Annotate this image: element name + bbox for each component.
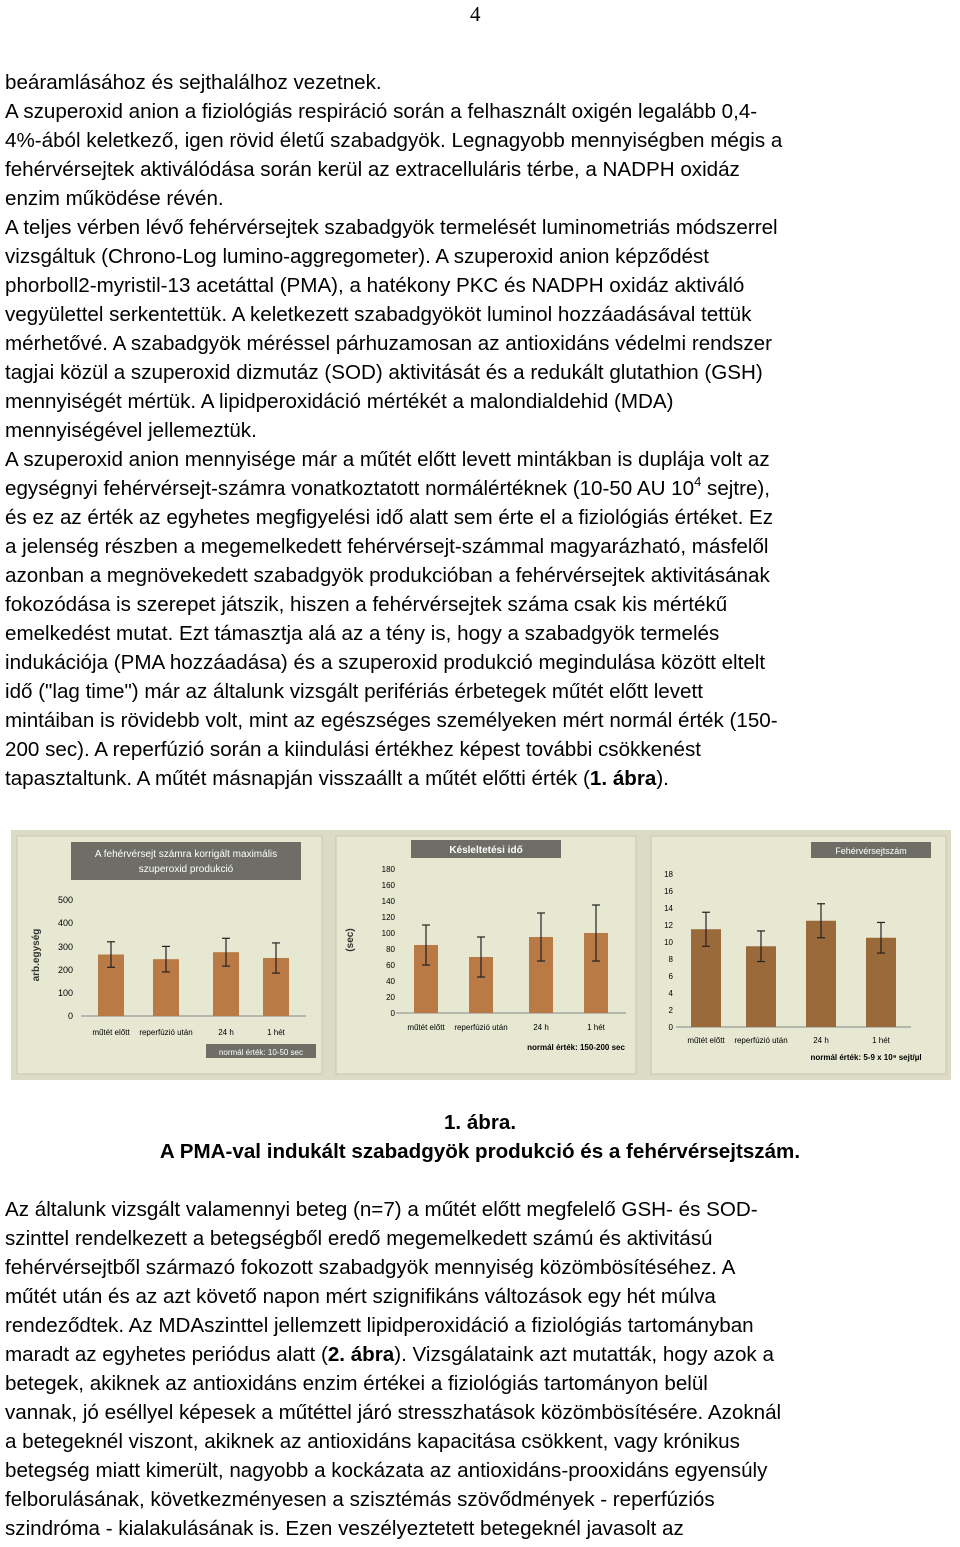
panel-wbc-count [651, 836, 946, 1074]
x-tick: 24 h [218, 1028, 234, 1037]
normal-value-note: normál érték: 5-9 x 10⁹ sejt/µl [810, 1053, 922, 1062]
y-tick: 100 [57, 988, 73, 998]
y-tick: 500 [57, 895, 73, 905]
y-tick: 0 [67, 1011, 73, 1021]
text-fragment: ). [656, 767, 669, 790]
x-tick: műtét előtt [407, 1023, 445, 1032]
text-fragment: ). Vizsgálataink azt mutatták, hogy azok a [394, 1343, 774, 1366]
y-tick: 14 [664, 904, 673, 913]
superscript: 4 [694, 474, 702, 490]
text-line: fehérvérsejtből származó fokozott szabadgyök mennyiség közömbösítéséhez. A [5, 1256, 736, 1279]
text-line: fokozódása is szerepet játszik, hiszen a fehérvérsejtek száma csak kis mértékű [5, 593, 728, 616]
y-axis-label: (sec) [345, 928, 356, 952]
x-tick: műtét előtt [92, 1028, 130, 1037]
figure-1-image [11, 830, 951, 1080]
x-tick: 1 hét [872, 1036, 890, 1045]
text-fragment: egységnyi fehérvérsejt-számra vonatkoztatott normálértéknek (10-50 AU 10 [5, 477, 695, 500]
text-line: enzim működése révén. [5, 187, 224, 210]
y-tick: 6 [668, 972, 673, 981]
y-tick: 12 [664, 921, 673, 930]
page-number: 4 [470, 2, 481, 26]
y-tick: 60 [386, 961, 395, 970]
text-line [5, 1340, 960, 1369]
normal-value-note: normál érték: 10-50 sec [218, 1048, 304, 1057]
figure-reference: 2. ábra [327, 1343, 395, 1366]
text-line: és ez az érték az egyhetes megfigyelési idő alatt sem érte el a fiziológiás értéket. Ez [5, 506, 774, 529]
text-line: szindróma - kialakulásának is. Ezen veszélyeztetett betegeknél javasolt az [5, 1517, 684, 1540]
y-tick: 2 [668, 1006, 673, 1015]
y-tick: 120 [381, 913, 395, 922]
y-tick: 16 [664, 887, 673, 896]
x-tick: reperfúzió után [454, 1023, 508, 1032]
x-tick: 1 hét [587, 1023, 605, 1032]
text-line: tagjai közül a szuperoxid dizmutáz (SOD) aktivitását és a redukált glutathion (GSH) [5, 361, 763, 384]
body-text-upper [5, 68, 960, 793]
y-tick: 0 [390, 1009, 395, 1018]
y-tick: 20 [386, 993, 395, 1002]
text-line: idő ("lag time") már az általunk vizsgált perifériás érbetegek műtét előtt levett [5, 680, 703, 703]
x-tick: reperfúzió után [734, 1036, 788, 1045]
text-line [5, 474, 960, 503]
text-line: a betegeknél viszont, akiknek az antioxidáns kapacitása csökkent, vagy krónikus [5, 1430, 740, 1453]
figure-caption-number: 1. ábra. [443, 1111, 517, 1134]
y-tick: 160 [381, 881, 395, 890]
y-tick: 200 [57, 965, 73, 975]
panel-title: A fehérvérsejt számra korrigált maximális [94, 849, 278, 860]
y-tick: 300 [57, 942, 73, 952]
text-line: azonban a megnövekedett szabadgyök produkcióban a fehérvérsejtek aktivitásának [5, 564, 770, 587]
text-line: a jelenség részben a megemelkedett fehérvérsejt-számmal magyarázható, másfelől [5, 535, 769, 558]
y-tick: 0 [668, 1023, 673, 1032]
text-line: mennyiségével jellemeztük. [5, 419, 257, 442]
y-tick: 10 [664, 938, 673, 947]
panel-title: Késleltetési idő [449, 845, 523, 856]
x-tick: 1 hét [267, 1028, 285, 1037]
text-line [5, 764, 960, 793]
text-line: indukációja (PMA hozzáadása) és a szuperoxid produkció megindulása között eltelt [5, 651, 766, 674]
text-fragment: tapasztaltunk. A műtét másnapján visszaállt a műtét előtti érték ( [5, 767, 590, 790]
text-line: felborulásának, következményesen a szisztémás szövődmények - reperfúziós [5, 1488, 715, 1511]
text-line: 200 sec). A reperfúzió során a kiindulási értékhez képest további csökkenést [5, 738, 702, 761]
normal-value-note: normál érték: 150-200 sec [527, 1043, 625, 1052]
x-tick: műtét előtt [687, 1036, 725, 1045]
text-line: fehérvérsejtek aktiválódása során kerül az extracelluláris térbe, a NADPH oxidáz [5, 158, 740, 181]
y-tick: 8 [668, 955, 673, 964]
panel-title: Fehérvérsejtszám [835, 846, 907, 856]
panel-lag-time [336, 836, 636, 1074]
text-line: A szuperoxid anion a fiziológiás respiráció során a felhasznált oxigén legalább 0,4- [5, 100, 758, 123]
text-line: mintáiban is rövidebb volt, mint az egészséges személyeken mért normál érték (150- [5, 709, 778, 732]
panel-title: szuperoxid produkció [138, 864, 234, 875]
text-fragment: maradt az egyhetes periódus alatt ( [5, 1343, 328, 1366]
text-line: vegyülettel serkentettük. A keletkezett szabadgyököt luminol hozzáadásával tettük [5, 303, 752, 326]
x-tick: 24 h [813, 1036, 829, 1045]
y-tick: 4 [668, 989, 673, 998]
text-line: 4%-ából keletkező, igen rövid életű szabadgyök. Legnagyobb mennyiségben mégis a [5, 129, 783, 152]
text-line: mérhetővé. A szabadgyök méréssel párhuzamosan az antioxidáns védelmi rendszer [5, 332, 772, 355]
y-tick: 180 [381, 865, 395, 874]
y-tick: 100 [381, 929, 395, 938]
figure-reference: 1. ábra [589, 767, 657, 790]
text-line: műtét után és az azt követő napon mért szignifikáns változások egy hét múlva [5, 1285, 716, 1308]
text-fragment: sejtre), [701, 477, 770, 500]
y-tick: 18 [664, 870, 673, 879]
text-line: mennyiségét mértük. A lipidperoxidáció mértékét a malondialdehid (MDA) [5, 390, 674, 413]
text-line: betegek, akiknek az antioxidáns enzim értékei a fiziológiás tartományon belül [5, 1372, 708, 1395]
y-axis-label: arb.egység [31, 928, 42, 982]
figure-caption-title: A PMA-val indukált szabadgyök produkció és a fehérvérsejtszám. [159, 1140, 801, 1163]
text-line: vannak, jó eséllyel képesek a műtéttel járó stresszhatások közömbösítésére. Azoknál [5, 1401, 782, 1424]
body-text-lower [5, 1195, 960, 1543]
y-tick: 140 [381, 897, 395, 906]
y-tick: 400 [57, 918, 73, 928]
text-line: phorboll2-myristil-13 acetáttal (PMA), a hatékony PKC és NADPH oxidáz aktiváló [5, 274, 745, 297]
text-line: emelkedést mutat. Ezt támasztja alá az a tény is, hogy a szabadgyök termelés [5, 622, 720, 645]
panel-superoxide [17, 836, 322, 1074]
text-line: beáramlásához és sejthalálhoz vezetnek. [5, 71, 382, 94]
y-tick: 80 [386, 945, 395, 954]
text-line: Az általunk vizsgált valamennyi beteg (n=7) a műtét előtt megfelelő GSH- és SOD- [5, 1198, 758, 1221]
figure-1 [11, 830, 960, 1080]
text-line: rendeződtek. Az MDAszinttel jellemzett lipidperoxidáció a fiziológiás tartományban [5, 1314, 754, 1337]
y-tick: 40 [386, 977, 395, 986]
text-line: A teljes vérben lévő fehérvérsejtek szabadgyök termelését luminometriás módszerrel [5, 216, 778, 239]
text-line: betegség miatt kimerült, nagyobb a kockázata az antioxidáns-prooxidáns egyensúly [5, 1459, 768, 1482]
text-line: vizsgáltuk (Chrono-Log lumino-aggregometer). A szuperoxid anion képződést [5, 245, 710, 268]
text-line: A szuperoxid anion mennyisége már a műtét előtt levett mintákban is duplája volt az [5, 448, 770, 471]
x-tick: reperfúzió után [139, 1028, 193, 1037]
text-line: szinttel rendelkezett a betegségből eredő megemelkedett számú és aktivitású [5, 1227, 713, 1250]
x-tick: 24 h [533, 1023, 549, 1032]
